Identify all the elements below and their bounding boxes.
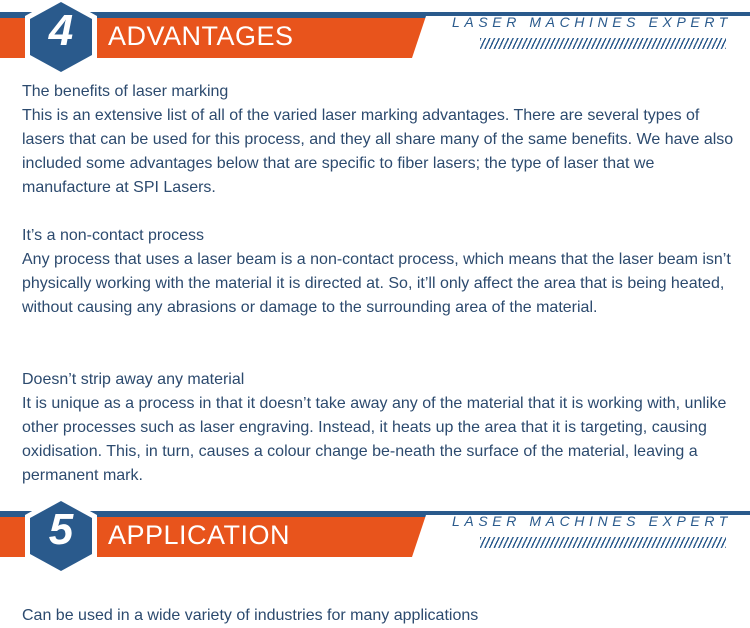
- section-5-banner: [0, 499, 750, 569]
- section-4-banner: [0, 0, 750, 70]
- application-block: [22, 604, 737, 628]
- section-number: 4: [48, 6, 74, 55]
- no-strip-block: [22, 368, 737, 488]
- intro-block: [22, 80, 737, 200]
- non-contact-body: Any process that uses a laser beam is a non-contact process, which means that the laser beam isn’t physically working with the material it is directed at. So, it’ll only affect the area that is being heated, without causing any abrasions or damage to the surrounding area of the material.: [22, 251, 731, 316]
- section-title: ADVANTAGES: [108, 21, 294, 51]
- application-text: Can be used in a wide variety of industries for many applications: [22, 607, 479, 624]
- banner-hatch-decoration: [480, 38, 726, 49]
- section-title: APPLICATION: [108, 520, 291, 550]
- non-contact-block: [22, 224, 737, 320]
- intro-heading: The benefits of laser marking: [22, 83, 229, 100]
- no-strip-body: It is unique as a process in that it doesn’t take away any of the material that it is working with, unlike other processes such as laser engraving. Instead, it heats up the area that it is targeting, causing oxidisation. This, in turn, causes a colour change be-neath the surface of the material, leaving a permanent mark.: [22, 395, 727, 484]
- non-contact-heading: It’s a non-contact process: [22, 227, 205, 244]
- banner-tagline: LASER MACHINES EXPERT: [452, 14, 732, 30]
- no-strip-heading: Doesn’t strip away any material: [22, 371, 245, 388]
- intro-body: This is an extensive list of all of the varied laser marking advantages. There are several types of lasers that can be used for this process, and they all share many of the same benefits. We have also included some advantages below that are specific to fiber lasers; the type of laser that we manufacture at SPI Lasers.: [22, 107, 734, 196]
- section-number: 5: [48, 505, 74, 554]
- banner-hatch-decoration: [480, 537, 726, 548]
- banner-tagline: LASER MACHINES EXPERT: [452, 513, 732, 529]
